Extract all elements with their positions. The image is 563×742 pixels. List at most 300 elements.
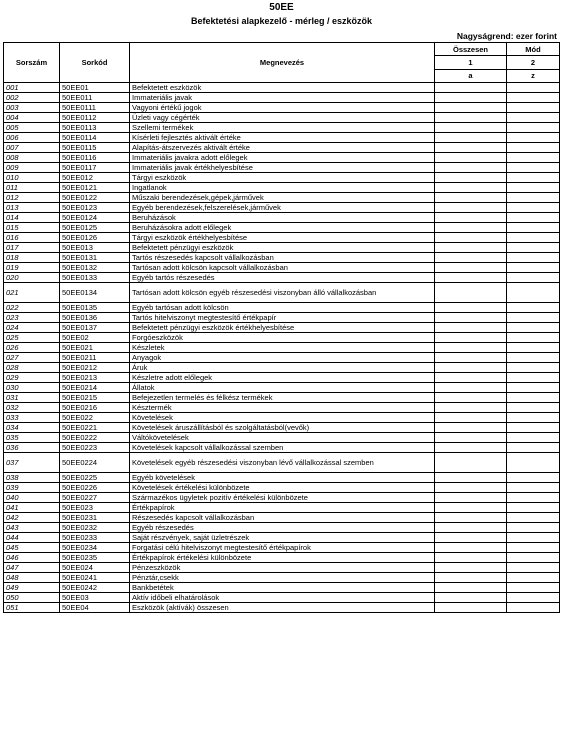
header-mod: Mód	[507, 43, 560, 56]
row-name: Immateriális javakra adott előlegek	[130, 153, 435, 163]
row-total-cell[interactable]	[435, 313, 507, 323]
row-total-cell[interactable]	[435, 423, 507, 433]
table-row	[4, 543, 560, 553]
row-number: 023	[4, 313, 60, 323]
row-number: 022	[4, 303, 60, 313]
row-number: 014	[4, 213, 60, 223]
row-total-cell[interactable]	[435, 493, 507, 503]
row-number: 048	[4, 573, 60, 583]
row-number: 040	[4, 493, 60, 503]
row-mode-cell[interactable]	[507, 213, 560, 223]
table-row	[4, 433, 560, 443]
row-name: Vagyoni értékű jogok	[130, 103, 435, 113]
row-name: Beruházások	[130, 213, 435, 223]
row-code: 50EE0221	[60, 423, 130, 433]
row-number: 001	[4, 83, 60, 93]
row-mode-cell[interactable]	[507, 243, 560, 253]
row-number: 003	[4, 103, 60, 113]
table-row	[4, 103, 560, 113]
row-name: Követelések kapcsolt vállalkozással szemben	[130, 443, 435, 453]
row-name: Immateriális javak értékhelyesbítése	[130, 163, 435, 173]
row-name: Forgatási célú hitelviszonyt megtestesítő értékpapírok	[130, 543, 435, 553]
row-name: Tartósan adott kölcsön egyéb részesedési viszonyban álló vállalkozásban	[130, 283, 435, 303]
row-code: 50EE0226	[60, 483, 130, 493]
row-name: Készletek	[130, 343, 435, 353]
row-total-cell[interactable]	[435, 193, 507, 203]
table-row	[4, 363, 560, 373]
row-total-cell[interactable]	[435, 583, 507, 593]
row-code: 50EE0235	[60, 553, 130, 563]
table-row	[4, 373, 560, 383]
row-mode-cell[interactable]	[507, 593, 560, 603]
row-total-cell[interactable]	[435, 533, 507, 543]
row-mode-cell[interactable]	[507, 423, 560, 433]
row-number: 047	[4, 563, 60, 573]
unit-label: Nagyságrend: ezer forint	[456, 31, 557, 41]
header-osszesen-num: 1	[435, 56, 507, 69]
table-row	[4, 233, 560, 243]
row-code: 50EE0124	[60, 213, 130, 223]
row-total-cell[interactable]	[435, 603, 507, 613]
row-total-cell[interactable]	[435, 133, 507, 143]
row-number: 037	[4, 453, 60, 473]
table-row	[4, 493, 560, 503]
row-mode-cell[interactable]	[507, 583, 560, 593]
row-number: 038	[4, 473, 60, 483]
row-code: 50EE0211	[60, 353, 130, 363]
row-code: 50EE0242	[60, 583, 130, 593]
row-mode-cell[interactable]	[507, 173, 560, 183]
row-code: 50EE03	[60, 593, 130, 603]
row-total-cell[interactable]	[435, 283, 507, 303]
row-number: 026	[4, 343, 60, 353]
row-mode-cell[interactable]	[507, 163, 560, 173]
row-name: Forgóeszközök	[130, 333, 435, 343]
row-code: 50EE04	[60, 603, 130, 613]
table-row	[4, 523, 560, 533]
row-code: 50EE021	[60, 343, 130, 353]
row-code: 50EE0134	[60, 283, 130, 303]
row-mode-cell[interactable]	[507, 403, 560, 413]
row-total-cell[interactable]	[435, 183, 507, 193]
row-name: Alapítás-átszervezés aktivált értéke	[130, 143, 435, 153]
row-name: Állatok	[130, 383, 435, 393]
row-mode-cell[interactable]	[507, 413, 560, 423]
row-number: 019	[4, 263, 60, 273]
row-number: 042	[4, 513, 60, 523]
row-total-cell[interactable]	[435, 153, 507, 163]
row-code: 50EE0126	[60, 233, 130, 243]
form-title: Befektetési alapkezelő - mérleg / eszközök	[190, 16, 373, 26]
row-total-cell[interactable]	[435, 363, 507, 373]
row-number: 049	[4, 583, 60, 593]
row-mode-cell[interactable]	[507, 113, 560, 123]
row-number: 044	[4, 533, 60, 543]
table-row	[4, 133, 560, 143]
row-mode-cell[interactable]	[507, 483, 560, 493]
table-row	[4, 443, 560, 453]
row-code: 50EE0216	[60, 403, 130, 413]
row-total-cell[interactable]	[435, 273, 507, 283]
row-mode-cell[interactable]	[507, 333, 560, 343]
row-name: Követelések egyéb részesedési viszonyban lévő vállalkozással szemben	[130, 453, 435, 473]
table-row	[4, 83, 560, 93]
table-row	[4, 253, 560, 263]
row-total-cell[interactable]	[435, 243, 507, 253]
table-row	[4, 163, 560, 173]
row-code: 50EE0132	[60, 263, 130, 273]
row-total-cell[interactable]	[435, 553, 507, 563]
row-name: Tartósan adott kölcsön kapcsolt vállalkozásban	[130, 263, 435, 273]
row-number: 016	[4, 233, 60, 243]
row-total-cell[interactable]	[435, 263, 507, 273]
row-number: 025	[4, 333, 60, 343]
row-mode-cell[interactable]	[507, 533, 560, 543]
row-name: Befektetett pénzügyi eszközök értékhelyesbítése	[130, 323, 435, 333]
row-total-cell[interactable]	[435, 403, 507, 413]
table-row	[4, 353, 560, 363]
header-megnevezes: Megnevezés	[130, 43, 435, 83]
row-total-cell[interactable]	[435, 443, 507, 453]
row-total-cell[interactable]	[435, 203, 507, 213]
row-number: 050	[4, 593, 60, 603]
row-code: 50EE0113	[60, 123, 130, 133]
row-total-cell[interactable]	[435, 593, 507, 603]
row-number: 041	[4, 503, 60, 513]
row-number: 039	[4, 483, 60, 493]
row-mode-cell[interactable]	[507, 273, 560, 283]
row-mode-cell[interactable]	[507, 453, 560, 473]
row-total-cell[interactable]	[435, 343, 507, 353]
row-code: 50EE0241	[60, 573, 130, 583]
row-total-cell[interactable]	[435, 143, 507, 153]
table-row	[4, 223, 560, 233]
row-total-cell[interactable]	[435, 373, 507, 383]
row-total-cell[interactable]	[435, 173, 507, 183]
row-code: 50EE023	[60, 503, 130, 513]
row-code: 50EE0234	[60, 543, 130, 553]
row-mode-cell[interactable]	[507, 513, 560, 523]
row-total-cell[interactable]	[435, 163, 507, 173]
row-mode-cell[interactable]	[507, 343, 560, 353]
row-mode-cell[interactable]	[507, 303, 560, 313]
row-total-cell[interactable]	[435, 353, 507, 363]
row-number: 031	[4, 393, 60, 403]
row-name: Követelések	[130, 413, 435, 423]
row-name: Kísérleti fejlesztés aktivált értéke	[130, 133, 435, 143]
row-number: 012	[4, 193, 60, 203]
table-row	[4, 123, 560, 133]
row-name: Anyagok	[130, 353, 435, 363]
table-row	[4, 173, 560, 183]
row-number: 005	[4, 123, 60, 133]
row-name: Eszközök (aktívák) összesen	[130, 603, 435, 613]
row-mode-cell[interactable]	[507, 443, 560, 453]
row-name: Bankbetétek	[130, 583, 435, 593]
table-row	[4, 243, 560, 253]
row-code: 50EE0232	[60, 523, 130, 533]
row-name: Értékpapírok	[130, 503, 435, 513]
row-total-cell[interactable]	[435, 103, 507, 113]
row-name: Saját részvények, saját üzletrészek	[130, 533, 435, 543]
row-mode-cell[interactable]	[507, 193, 560, 203]
row-name: Immateriális javak	[130, 93, 435, 103]
table-row	[4, 313, 560, 323]
table-row	[4, 453, 560, 473]
row-code: 50EE0224	[60, 453, 130, 473]
table-row	[4, 473, 560, 483]
table-row	[4, 503, 560, 513]
row-mode-cell[interactable]	[507, 383, 560, 393]
balance-table	[3, 42, 560, 613]
row-mode-cell[interactable]	[507, 203, 560, 213]
row-total-cell[interactable]	[435, 433, 507, 443]
row-name: Ingatlanok	[130, 183, 435, 193]
row-mode-cell[interactable]	[507, 133, 560, 143]
row-name: Egyéb követelések	[130, 473, 435, 483]
row-code: 50EE0125	[60, 223, 130, 233]
header-sorszam: Sorszám	[4, 43, 60, 83]
row-code: 50EE0136	[60, 313, 130, 323]
table-row	[4, 583, 560, 593]
row-total-cell[interactable]	[435, 483, 507, 493]
table-row	[4, 113, 560, 123]
table-row	[4, 263, 560, 273]
row-number: 027	[4, 353, 60, 363]
table-row	[4, 153, 560, 163]
header-sorkod: Sorkód	[60, 43, 130, 83]
row-name: Követelések áruszállításból és szolgáltatásból(vevők)	[130, 423, 435, 433]
row-mode-cell[interactable]	[507, 353, 560, 363]
row-name: Aktív időbeli elhatárolások	[130, 593, 435, 603]
table-row	[4, 413, 560, 423]
row-number: 046	[4, 553, 60, 563]
row-total-cell[interactable]	[435, 113, 507, 123]
row-total-cell[interactable]	[435, 213, 507, 223]
row-total-cell[interactable]	[435, 453, 507, 473]
row-mode-cell[interactable]	[507, 573, 560, 583]
row-code: 50EE0123	[60, 203, 130, 213]
row-code: 50EE02	[60, 333, 130, 343]
table-row	[4, 553, 560, 563]
row-number: 007	[4, 143, 60, 153]
row-mode-cell[interactable]	[507, 473, 560, 483]
form-code: 50EE	[269, 2, 294, 13]
row-code: 50EE012	[60, 173, 130, 183]
row-mode-cell[interactable]	[507, 363, 560, 373]
row-number: 032	[4, 403, 60, 413]
header-mod-num: 2	[507, 56, 560, 69]
table-row	[4, 603, 560, 613]
row-name: Származékos ügyletek pozitív értékelési különbözete	[130, 493, 435, 503]
row-number: 017	[4, 243, 60, 253]
row-total-cell[interactable]	[435, 523, 507, 533]
row-code: 50EE0227	[60, 493, 130, 503]
row-number: 004	[4, 113, 60, 123]
row-number: 018	[4, 253, 60, 263]
row-mode-cell[interactable]	[507, 563, 560, 573]
row-name: Tárgyi eszközök értékhelyesbítése	[130, 233, 435, 243]
row-mode-cell[interactable]	[507, 553, 560, 563]
row-code: 50EE0115	[60, 143, 130, 153]
table-row	[4, 563, 560, 573]
row-number: 010	[4, 173, 60, 183]
row-number: 013	[4, 203, 60, 213]
table-row	[4, 343, 560, 353]
row-name: Értékpapírok értékelési különbözete	[130, 553, 435, 563]
row-code: 50EE0137	[60, 323, 130, 333]
row-mode-cell[interactable]	[507, 183, 560, 193]
row-code: 50EE0231	[60, 513, 130, 523]
table-row	[4, 533, 560, 543]
row-number: 043	[4, 523, 60, 533]
row-code: 50EE0114	[60, 133, 130, 143]
row-total-cell[interactable]	[435, 393, 507, 403]
row-total-cell[interactable]	[435, 573, 507, 583]
row-mode-cell[interactable]	[507, 323, 560, 333]
table-row	[4, 483, 560, 493]
row-name: Üzleti vagy cégérték	[130, 113, 435, 123]
table-body	[4, 83, 560, 613]
row-code: 50EE0212	[60, 363, 130, 373]
row-mode-cell[interactable]	[507, 123, 560, 133]
row-code: 50EE0215	[60, 393, 130, 403]
row-code: 50EE0225	[60, 473, 130, 483]
row-total-cell[interactable]	[435, 123, 507, 133]
row-mode-cell[interactable]	[507, 253, 560, 263]
row-code: 50EE0133	[60, 273, 130, 283]
row-total-cell[interactable]	[435, 563, 507, 573]
table-row	[4, 93, 560, 103]
table-row	[4, 383, 560, 393]
row-number: 021	[4, 283, 60, 303]
row-total-cell[interactable]	[435, 413, 507, 423]
table-row	[4, 213, 560, 223]
row-number: 008	[4, 153, 60, 163]
row-number: 011	[4, 183, 60, 193]
row-name: Egyéb tartósan adott kölcsön	[130, 303, 435, 313]
row-mode-cell[interactable]	[507, 313, 560, 323]
row-name: Áruk	[130, 363, 435, 373]
row-code: 50EE013	[60, 243, 130, 253]
row-total-cell[interactable]	[435, 383, 507, 393]
row-mode-cell[interactable]	[507, 233, 560, 243]
table-row	[4, 183, 560, 193]
row-code: 50EE022	[60, 413, 130, 423]
row-total-cell[interactable]	[435, 93, 507, 103]
row-name: Részesedés kapcsolt vállalkozásban	[130, 513, 435, 523]
row-code: 50EE0233	[60, 533, 130, 543]
row-name: Befektetett pénzügyi eszközök	[130, 243, 435, 253]
row-total-cell[interactable]	[435, 513, 507, 523]
row-total-cell[interactable]	[435, 333, 507, 343]
row-name: Egyéb tartós részesedés	[130, 273, 435, 283]
row-total-cell[interactable]	[435, 83, 507, 93]
row-code: 50EE0111	[60, 103, 130, 113]
row-name: Követelések értékelési különbözete	[130, 483, 435, 493]
row-mode-cell[interactable]	[507, 503, 560, 513]
row-total-cell[interactable]	[435, 223, 507, 233]
row-name: Váltókövetelések	[130, 433, 435, 443]
row-mode-cell[interactable]	[507, 103, 560, 113]
row-total-cell[interactable]	[435, 303, 507, 313]
row-mode-cell[interactable]	[507, 263, 560, 273]
row-total-cell[interactable]	[435, 543, 507, 553]
row-number: 006	[4, 133, 60, 143]
row-mode-cell[interactable]	[507, 153, 560, 163]
row-mode-cell[interactable]	[507, 493, 560, 503]
row-number: 002	[4, 93, 60, 103]
row-mode-cell[interactable]	[507, 393, 560, 403]
row-mode-cell[interactable]	[507, 223, 560, 233]
row-name: Tartós hitelviszonyt megtestesítő értékpapír	[130, 313, 435, 323]
row-number: 045	[4, 543, 60, 553]
row-name: Tartós részesedés kapcsolt vállalkozásban	[130, 253, 435, 263]
table-row	[4, 573, 560, 583]
row-name: Pénzeszközök	[130, 563, 435, 573]
row-number: 029	[4, 373, 60, 383]
row-code: 50EE0223	[60, 443, 130, 453]
row-code: 50EE0117	[60, 163, 130, 173]
row-name: Egyéb berendezések,felszerelések,járművek	[130, 203, 435, 213]
row-code: 50EE011	[60, 93, 130, 103]
header-osszesen-letter: a	[435, 69, 507, 82]
row-total-cell[interactable]	[435, 323, 507, 333]
row-total-cell[interactable]	[435, 253, 507, 263]
table-row	[4, 283, 560, 303]
row-name: Befektetett eszközök	[130, 83, 435, 93]
row-number: 030	[4, 383, 60, 393]
row-name: Tárgyi eszközök	[130, 173, 435, 183]
row-code: 50EE0116	[60, 153, 130, 163]
table-row	[4, 303, 560, 313]
row-mode-cell[interactable]	[507, 93, 560, 103]
row-total-cell[interactable]	[435, 503, 507, 513]
row-mode-cell[interactable]	[507, 283, 560, 303]
row-mode-cell[interactable]	[507, 523, 560, 533]
row-code: 50EE0214	[60, 383, 130, 393]
row-code: 50EE0222	[60, 433, 130, 443]
table-row	[4, 593, 560, 603]
row-name: Késztermék	[130, 403, 435, 413]
row-mode-cell[interactable]	[507, 143, 560, 153]
row-code: 50EE0122	[60, 193, 130, 203]
row-code: 50EE0121	[60, 183, 130, 193]
table-row	[4, 323, 560, 333]
row-mode-cell[interactable]	[507, 433, 560, 443]
row-code: 50EE0131	[60, 253, 130, 263]
row-number: 033	[4, 413, 60, 423]
row-mode-cell[interactable]	[507, 373, 560, 383]
row-mode-cell[interactable]	[507, 543, 560, 553]
row-number: 051	[4, 603, 60, 613]
table-row	[4, 143, 560, 153]
row-name: Pénztár,csekk	[130, 573, 435, 583]
row-name: Szellemi termékek	[130, 123, 435, 133]
table-row	[4, 333, 560, 343]
table-row	[4, 513, 560, 523]
row-number: 024	[4, 323, 60, 333]
row-mode-cell[interactable]	[507, 83, 560, 93]
row-total-cell[interactable]	[435, 233, 507, 243]
row-mode-cell[interactable]	[507, 603, 560, 613]
row-number: 036	[4, 443, 60, 453]
table-row	[4, 403, 560, 413]
header-osszesen: Összesen	[435, 43, 507, 56]
row-code: 50EE01	[60, 83, 130, 93]
row-total-cell[interactable]	[435, 473, 507, 483]
row-name: Készletre adott előlegek	[130, 373, 435, 383]
